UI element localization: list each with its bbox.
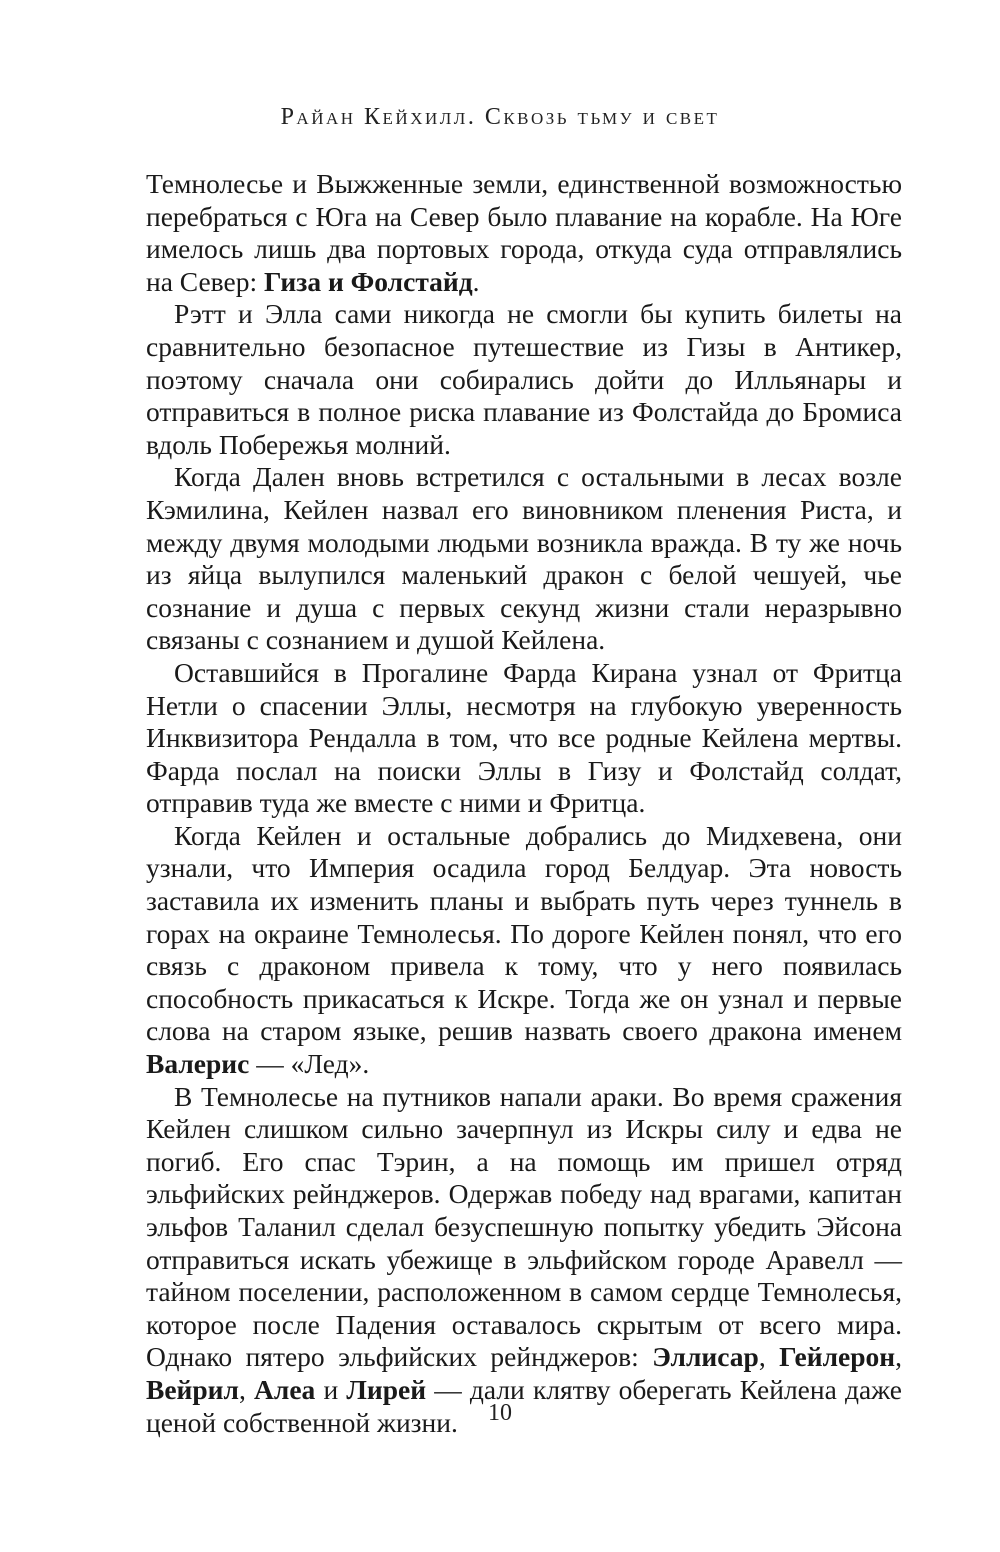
text-run: , bbox=[758, 1341, 780, 1373]
text-run: В Темнолесье на путников напали араки. Во время сражения Кейлен слишком сильно зачерпнул из Искры силу и едва не погиб. Его спас Тэрин, а на помощь им пришел отряд эльфийских рейнджеров. Одержав победу над врагами, капитан эльфов Таланил сделал безуспешную попытку убедить Эйсона отправиться искать убежище в эльфийском городе Аравелл — тайном поселении, расположенном в самом сердце Темнолесья, которое после Падения оставалось скрытым от всего мира. Однако пятеро эльфийских рейнджеров: bbox=[146, 1080, 902, 1373]
text-run: Когда Кейлен и остальные добрались до Мидхевена, они узнали, что Империя осадила город Белдуар. Эта новость заставила их изменить планы и выбрать путь через туннель в горах на окраине Темнолесья. По дороге Кейлен понял, что его связь с драконом привела к тому, что у него появилась способность прикасаться к Искре. Тогда же он узнал и первые слова на старом языке, решив назвать своего дракона именем bbox=[146, 819, 902, 1047]
text-run: и bbox=[315, 1373, 347, 1405]
bold-name-alea: Алеа bbox=[254, 1373, 316, 1405]
text-run: Темнолесье и Выжженные земли, единственной возможностью перебраться с Юга на Север было плавание на корабле. На Юге имелось лишь два портовых города, откуда суда отправлялись на Север: bbox=[146, 168, 902, 297]
text-run: Рэтт и Элла сами никогда не смогли бы купить билеты на сравнительно безопасное путешествие из Гизы в Антикер, поэтому сначала они собирались дойти до Илльянары и отправиться в полное риска плавание из Фолстайда до Бромиса вдоль Побережья молний. bbox=[146, 298, 902, 460]
text-run: Когда Дален вновь встретился с остальными в лесах возле Кэмилина, Кейлен назвал его виновником пленения Риста, и между двумя молодыми людьми возникла вражда. В ту же ночь из яйца вылупился маленький дракон с белой чешуей, чье сознание и душа с первых секунд жизни стали неразрывно связаны с сознанием и душой Кейлена. bbox=[146, 461, 902, 656]
text-run: , bbox=[895, 1341, 902, 1373]
text-run: , bbox=[238, 1373, 255, 1405]
paragraph-3 bbox=[146, 461, 902, 657]
running-head: Райан Кейхилл. Сквозь тьму и свет bbox=[280, 104, 720, 130]
paragraph-6 bbox=[146, 1081, 902, 1440]
text-run: . bbox=[472, 265, 480, 297]
bold-name-valeris: Валерис bbox=[146, 1048, 250, 1080]
bold-name-ellisar: Эллисар bbox=[652, 1341, 759, 1373]
bold-name-veiril: Вейрил bbox=[146, 1373, 239, 1405]
body-text bbox=[146, 168, 902, 1439]
paragraph-2 bbox=[146, 298, 902, 461]
paragraph-4 bbox=[146, 657, 902, 820]
page-number: 10 bbox=[488, 1400, 512, 1426]
text-run: — «Лед». bbox=[249, 1048, 370, 1080]
text-run: — дали клятву оберегать Кейлена даже ценой собственной жизни. bbox=[146, 1373, 903, 1438]
bold-name-lirei: Лирей bbox=[346, 1373, 427, 1405]
paragraph-5 bbox=[146, 820, 902, 1081]
text-run: Оставшийся в Прогалине Фарда Кирана узнал от Фритца Нетли о спасении Эллы, несмотря на глубокую уверенность Инквизитора Рендалла в том, что все родные Кейлена мертвы. Фарда послал на поиски Эллы в Гизу и Фолстайд солдат, отправив туда же вместе с ними и Фритца. bbox=[146, 656, 902, 819]
bold-names: Гиза и Фолстайд bbox=[263, 265, 473, 297]
bold-name-geileron: Гейлерон bbox=[779, 1341, 896, 1373]
paragraph-1 bbox=[146, 168, 902, 298]
